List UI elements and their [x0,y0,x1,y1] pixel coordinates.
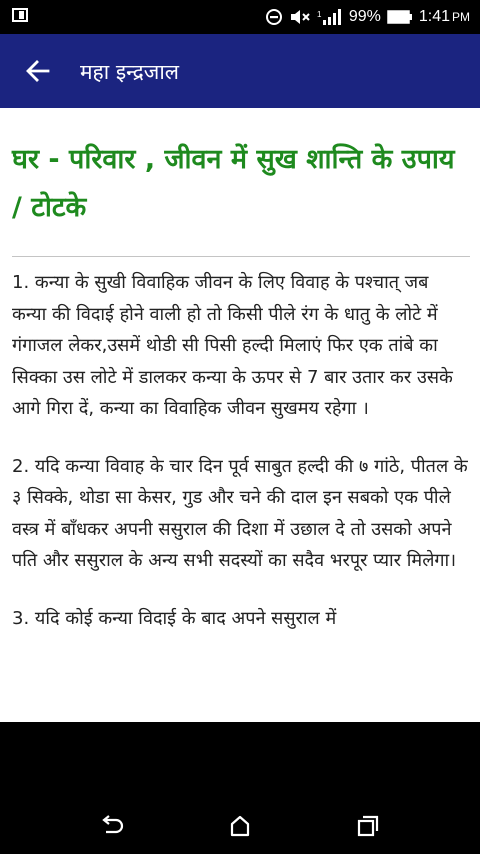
recents-icon [356,814,380,838]
article-paragraph: 2. यदि कन्या विवाह के चार दिन पूर्व साबुत हल्दी की ७ गांठे, पीतल के ३ सिक्के, थोडा सा केसर, गुड और चने की दाल इन सबको एक पीले वस्त्र में बाँधकर अपनी ससुराल की दिशा में उछाल दे तो उसको अपने पति और ससुराल के अन्य सभी सदस्यों का सदैव भरपूर प्यार मिलेगा। [12,455,468,571]
status-icons [265,0,470,34]
app-title: महा इन्द्रजाल [80,60,180,84]
battery-percent: 99% [348,8,381,25]
status-time [419,8,470,26]
back-nav-button[interactable] [92,806,132,846]
time-value: 1:41 [418,8,450,25]
divider [12,256,470,257]
home-icon [228,814,252,838]
notification-icon [12,8,28,22]
status-bar [0,0,480,34]
recents-button[interactable] [348,806,388,846]
back-nav-icon [99,814,125,838]
time-ampm: PM [452,10,470,24]
mute-icon [289,8,311,26]
signal-icon [317,8,343,26]
article-paragraph: 1. कन्या के सुखी विवाहिक जीवन के लिए विवाह के पश्चात् जब कन्या की विदाई होने वाली हो तो किसी पीले रंग के धातु के लोटे में गंगाजल लेकर,उसमें थोडी सी पिसी हल्दी मिलाएं फिर एक तांबे का सिक्का उस लोटे में डालकर कन्या के ऊपर से 7 बार उतार कर उसके आगे गिरा दें, कन्या का विवाहिक जीवन सुखमय रहेगा । [12,272,453,419]
data-saver-icon [265,8,283,26]
arrow-left-icon [25,58,51,84]
blank-area [0,722,480,780]
article-content[interactable] [0,108,480,722]
battery-icon [387,10,413,24]
app-bar [0,34,480,108]
back-button[interactable] [22,55,54,87]
article-title: घर - परिवार , जीवन में सुख शान्ति के उपाय / टोटके [12,144,455,223]
home-button[interactable] [220,806,260,846]
navigation-bar [0,780,480,854]
svg-text:1: 1 [316,10,322,19]
article-paragraph: 3. यदि कोई कन्या विदाई के बाद अपने ससुराल में [12,607,337,629]
